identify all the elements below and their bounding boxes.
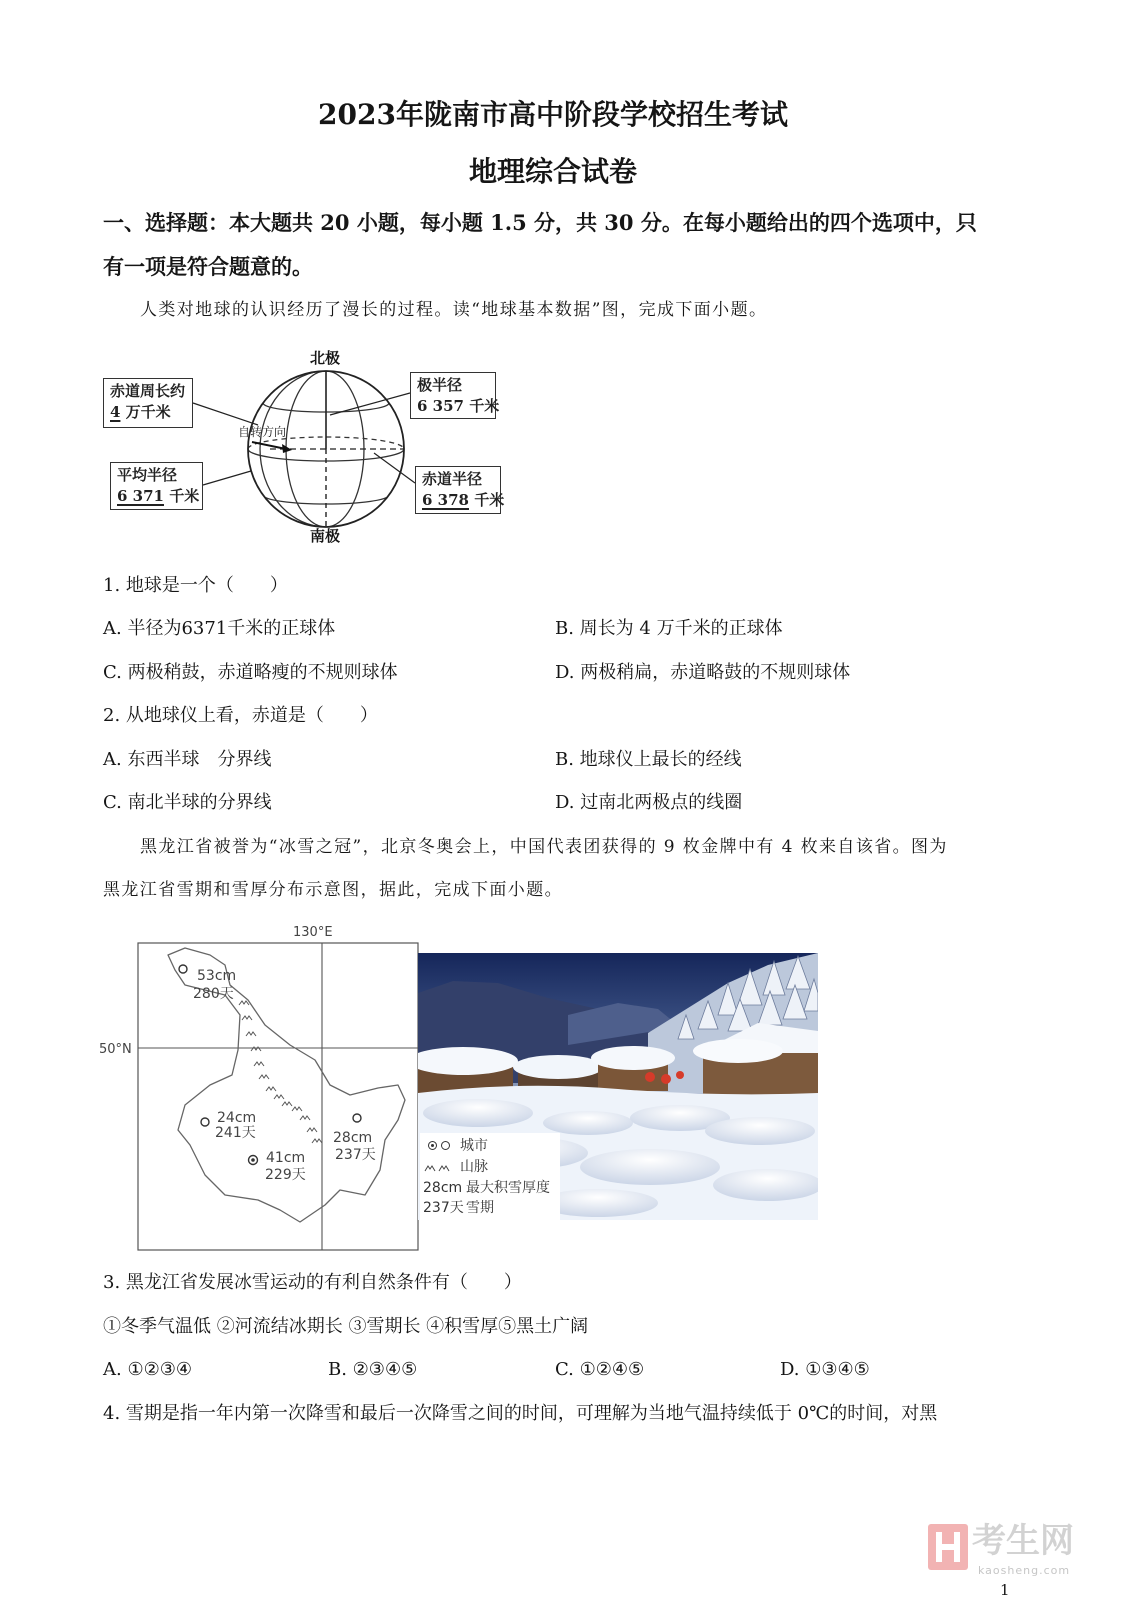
south-pole-label: 南极 (310, 527, 341, 545)
mean-radius-unit: 千米 (169, 487, 200, 505)
equator-circumference-value: 4 (110, 403, 121, 421)
group2-intro-line2: 黑龙江省雪期和雪厚分布示意图，据此，完成下面小题。 (103, 880, 563, 900)
question-4-stem: 4. 雪期是指一年内第一次降雪和最后一次降雪之间的时间，可理解为当地气温持续低于 0℃的时间，对黑 (103, 1403, 938, 1424)
equator-circumference-box (103, 378, 193, 428)
question-3-stem: 3. 黑龙江省发展冰雪运动的有利自然条件有（ ） (103, 1272, 522, 1293)
city-symbol-icon (441, 1141, 450, 1150)
rotation-arrow-shaft (252, 442, 286, 449)
legend-depth-label: 最大积雪厚度 (466, 1180, 550, 1196)
equatorial-radius-box (415, 466, 505, 514)
equatorial-radius-value: 6 378 (422, 491, 469, 509)
question-1-option-c: C. 两极稍鼓，赤道略瘦的不规则球体 (103, 662, 398, 683)
map-drawing (95, 925, 420, 1255)
question-2-option-c: C. 南北半球的分界线 (103, 792, 272, 813)
city-4-snow-depth: 28cm (333, 1130, 373, 1146)
city-1-snow-days: 280天 (193, 986, 234, 1002)
longitude-label: 130°E (293, 925, 333, 940)
page-number: 1 (1000, 1581, 1010, 1599)
city-3-snow-depth: 41cm (266, 1150, 306, 1166)
equatorial-radius-label: 赤道半径 (422, 470, 483, 488)
capital-city-dot (251, 1158, 255, 1162)
city-marker-icon (201, 1118, 209, 1126)
exam-title: 2023年陇南市高中阶段学校招生考试 (318, 98, 788, 131)
polar-radius-value: 6 357 (417, 397, 464, 415)
connector-polar-radius (330, 393, 410, 415)
city-marker-icon (179, 965, 187, 973)
equator-circumference-value-row (110, 402, 186, 423)
legend-days-row (420, 1198, 560, 1218)
section-heading-line1: 一、选择题：本大题共 20 小题，每小题 1.5 分，共 30 分。在每小题给出的四个选项中，只 (103, 210, 977, 235)
city-marker-icon (353, 1114, 361, 1122)
exam-subtitle: 地理综合试卷 (468, 155, 637, 188)
group1-intro: 人类对地球的认识经历了漫长的过程。读“地球基本数据”图，完成下面小题。 (140, 300, 768, 320)
section-heading-line2: 有一项是符合题意的。 (103, 254, 313, 279)
question-3-option-b: B. ②③④⑤ (328, 1359, 418, 1380)
legend-city-label: 城市 (460, 1138, 488, 1154)
equator-circumference-label: 赤道周长约 (110, 382, 186, 400)
heilongjiang-snow-map (95, 925, 420, 1255)
question-2-option-d: D. 过南北两极点的线圈 (555, 792, 743, 813)
capital-city-symbol-icon (428, 1141, 437, 1150)
city-2-snow-days: 241天 (215, 1125, 256, 1141)
legend-mountain-row (420, 1157, 560, 1177)
watermark-logo-icon (928, 1524, 968, 1570)
city-3-snow-days: 229天 (265, 1167, 306, 1183)
polar-radius-value-row (417, 396, 500, 417)
question-2-stem: 2. 从地球仪上看，赤道是（ ） (103, 705, 378, 726)
question-1-option-d: D. 两极稍扁，赤道略鼓的不规则球体 (555, 662, 851, 683)
city-1-snow-depth: 53cm (197, 968, 237, 984)
equator-circumference-unit: 万千米 (125, 403, 171, 421)
north-pole-label: 北极 (310, 349, 341, 367)
mean-radius-value: 6 371 (117, 487, 164, 505)
question-3-conditions: ①冬季气温低 ②河流结冰期长 ③雪期长 ④积雪厚⑤黑土广阔 (103, 1316, 589, 1337)
question-1-option-a: A. 半径为6371千米的正球体 (103, 618, 336, 639)
question-3-option-d: D. ①③④⑤ (780, 1359, 870, 1380)
question-3-option-c: C. ①②④⑤ (555, 1359, 645, 1380)
mean-radius-box (110, 462, 203, 510)
legend-depth-sample: 28cm (423, 1180, 463, 1196)
watermark-domain: kaosheng.com (978, 1564, 1071, 1577)
legend-mountain-label: 山脉 (460, 1159, 488, 1175)
polar-radius-box (410, 372, 500, 419)
rotation-direction-label: 自转方向 (238, 425, 287, 439)
mountain-symbol-icon (424, 1161, 454, 1173)
question-2-option-b: B. 地球仪上最长的经线 (555, 749, 742, 770)
watermark-brand: 考生网 (972, 1521, 1074, 1561)
mean-radius-label: 平均半径 (117, 466, 178, 484)
connector-equatorial-radius (374, 453, 415, 483)
equatorial-radius-unit: 千米 (474, 491, 505, 509)
polar-radius-unit: 千米 (469, 397, 500, 415)
question-2-option-a: A. 东西半球 分界线 (103, 749, 272, 770)
latitude-label: 50°N (99, 1042, 132, 1057)
mean-radius-value-row (117, 486, 200, 507)
connector-circumference (193, 403, 258, 425)
city-4-snow-days: 237天 (335, 1147, 376, 1163)
legend-city-row (420, 1136, 560, 1156)
earth-data-figure (98, 345, 508, 550)
legend-days-sample: 237天 (423, 1200, 464, 1216)
polar-radius-label: 极半径 (417, 376, 463, 394)
equatorial-radius-value-row (422, 490, 505, 511)
question-1-stem: 1. 地球是一个（ ） (103, 575, 288, 596)
city-2-snow-depth: 24cm (217, 1110, 257, 1126)
connector-mean-radius (203, 471, 251, 485)
question-3-option-a: A. ①②③④ (103, 1359, 192, 1380)
question-1-option-b: B. 周长为 4 万千米的正球体 (555, 618, 783, 639)
legend-depth-row (420, 1178, 560, 1198)
map-legend (420, 1133, 560, 1220)
group2-intro-line1: 黑龙江省被誉为“冰雪之冠”，北京冬奥会上，中国代表团获得的 9 枚金牌中有 4 枚来自该省。图为 (140, 837, 948, 857)
legend-days-label: 雪期 (466, 1200, 494, 1216)
